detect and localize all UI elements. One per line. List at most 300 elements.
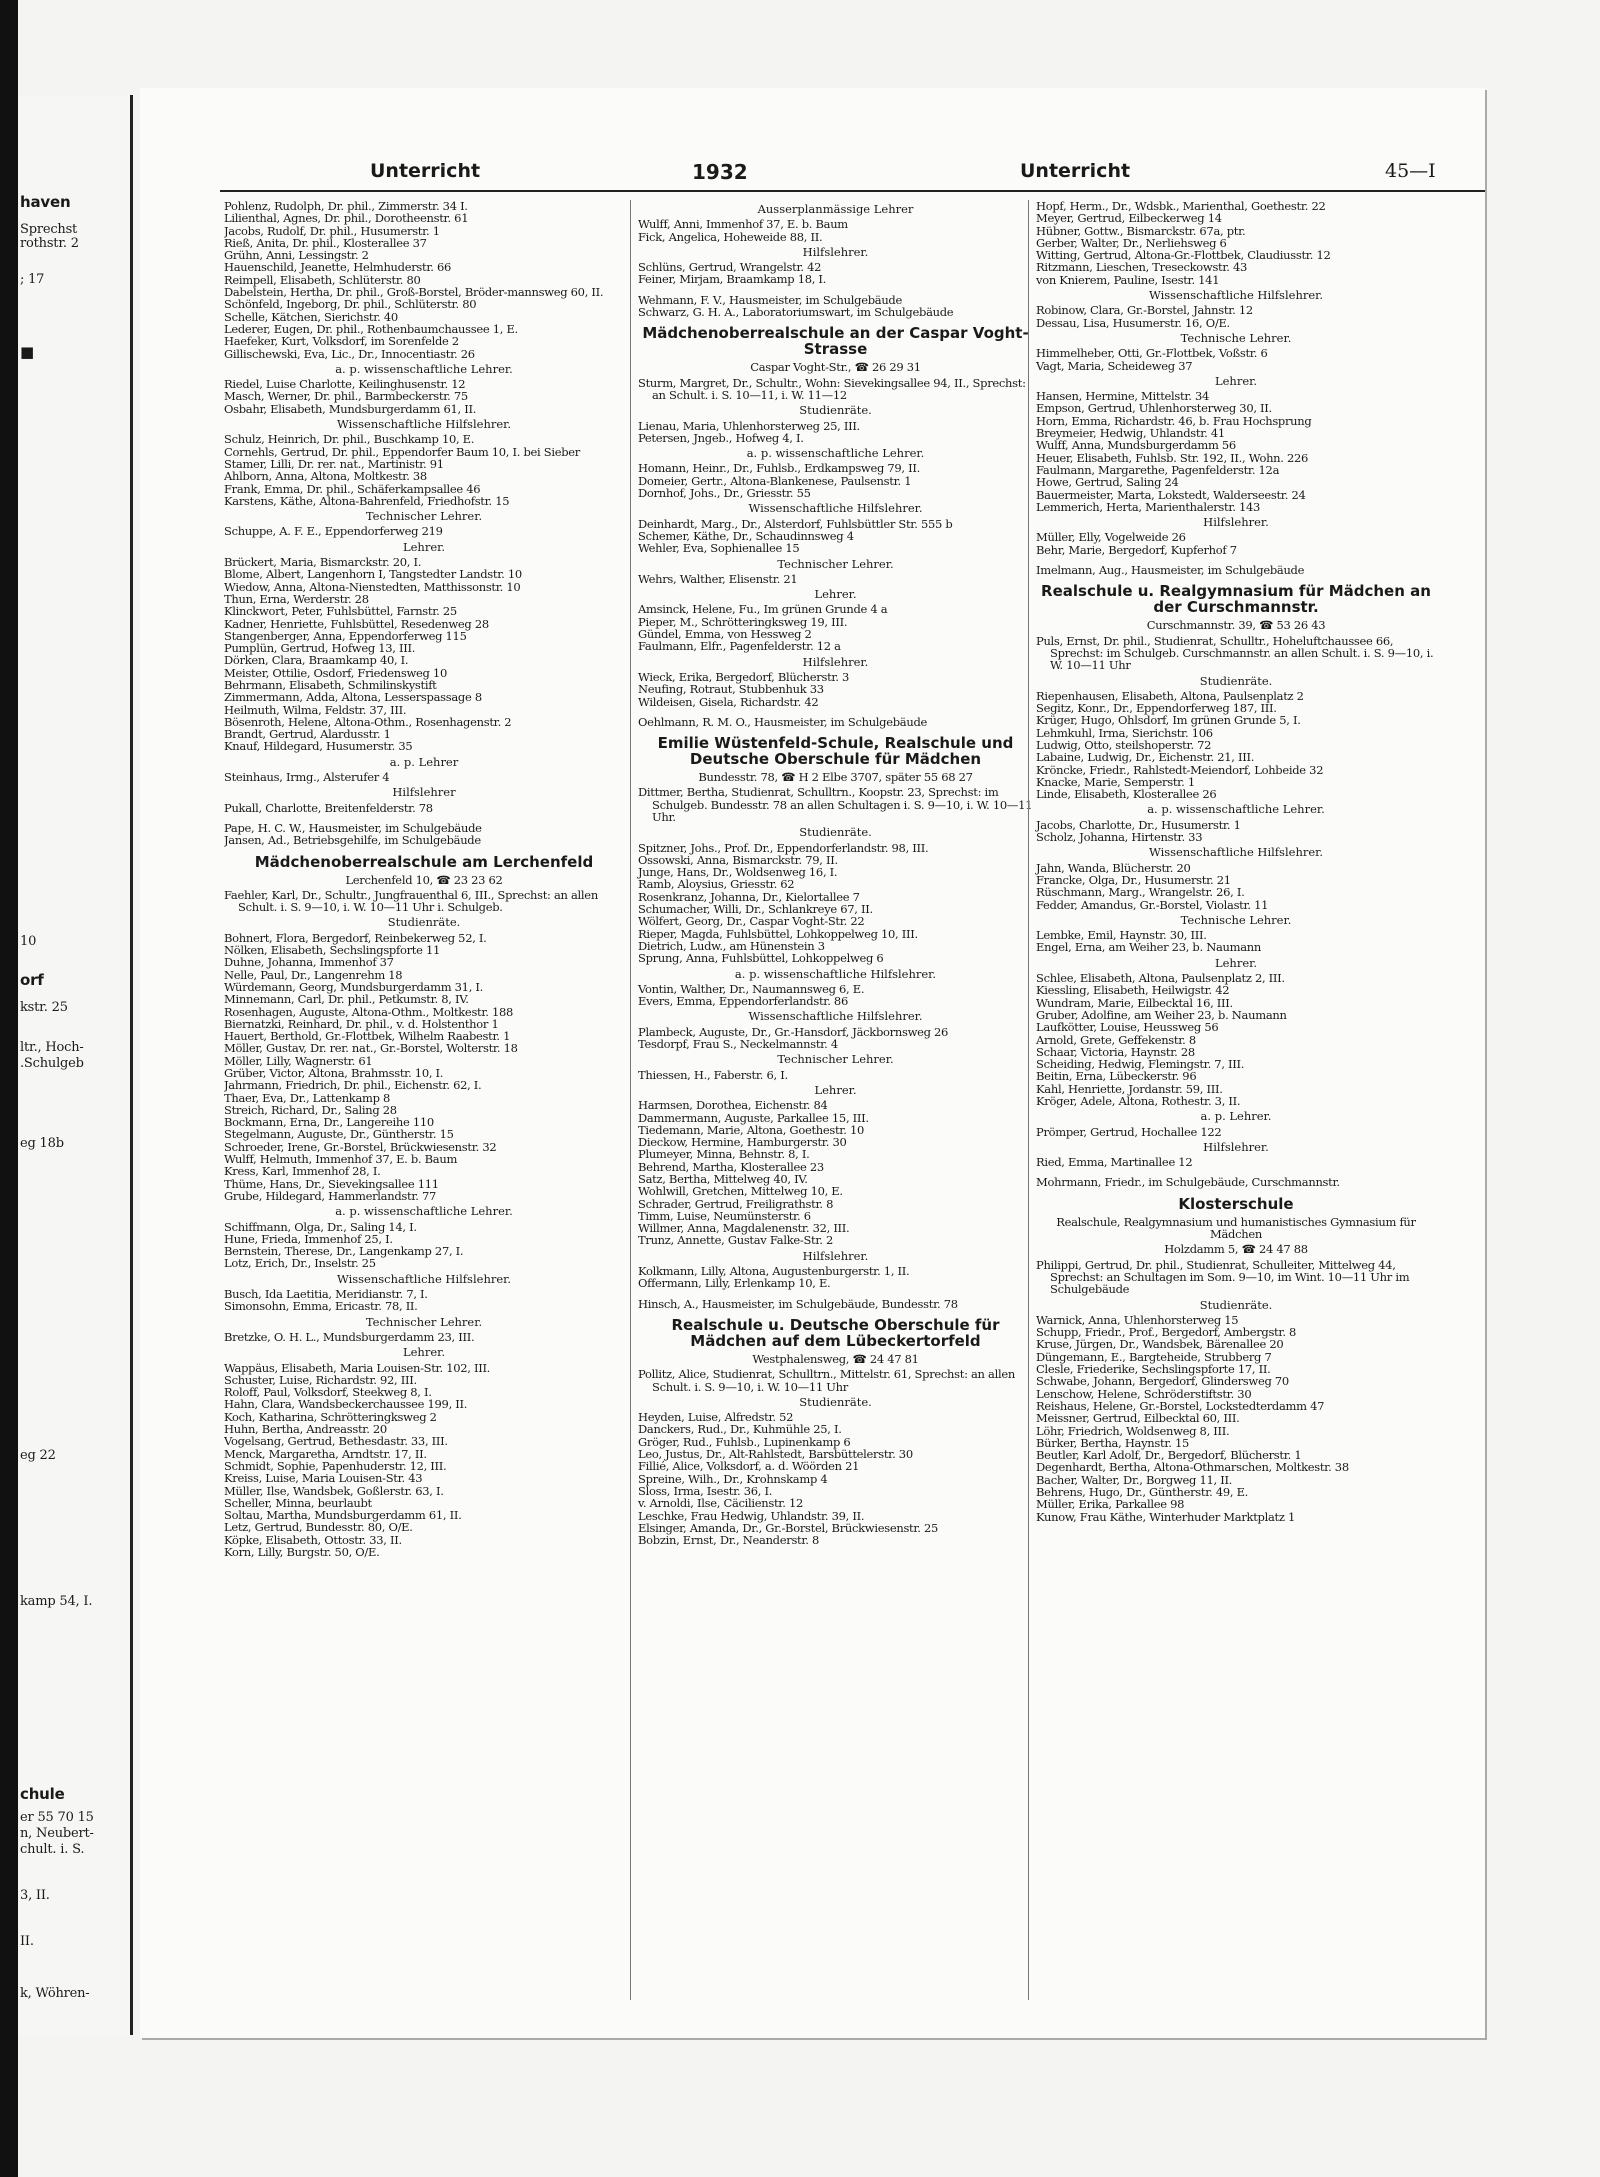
directory-entry: Tiedemann, Marie, Altona, Goethestr. 10 (638, 1122, 864, 1137)
directory-entry: Scheller, Minna, beurlaubt (224, 1495, 372, 1510)
directory-entry: Scholz, Johanna, Hirtenstr. 33 (1036, 830, 1203, 845)
directory-entry: Huhn, Bertha, Andreasstr. 20 (224, 1422, 387, 1437)
directory-entry: Thiessen, H., Faberstr. 6, I. (638, 1067, 788, 1082)
directory-entry: von Knierem, Pauline, Isestr. 141 (1036, 272, 1220, 287)
directory-entry: Degenhardt, Bertha, Altona-Othmarschen, Moltkestr. 38 (1036, 1460, 1349, 1475)
section-heading: a. p. wissenschaftliche Lehrer. (746, 446, 925, 461)
left-page-fragment: eg 22 (20, 1448, 56, 1463)
directory-entry: Gruber, Adolfine, am Weiher 23, b. Naumann (1036, 1007, 1287, 1022)
directory-entry: Gröger, Rud., Fuhlsb., Lupinenkamp 6 (638, 1434, 851, 1449)
left-page-fragment: chult. i. S. (20, 1842, 85, 1857)
directory-entry: Schwarz, G. H. A., Laboratoriumswart, im Schulgebäude (638, 305, 954, 320)
directory-entry: Lemmerich, Herta, Marienthalerstr. 143 (1036, 499, 1261, 514)
directory-entry: Scheiding, Hedwig, Flemingstr. 7, III. (1036, 1057, 1245, 1072)
directory-entry: Krüger, Hugo, Ohlsdorf, Im grünen Grunde 5, I. (1036, 713, 1301, 728)
directory-entry: Grüber, Victor, Altona, Brahmsstr. 10, I. (224, 1066, 444, 1080)
directory-entry: Möller, Lilly, Wagnerstr. 61 (224, 1053, 373, 1068)
column-3 (1028, 200, 1436, 2000)
directory-entry: Reishaus, Helene, Gr.-Borstel, Lockstedterdamm 47 (1036, 1398, 1325, 1413)
directory-entry: Beitin, Erna, Lübeckerstr. 96 (1036, 1069, 1197, 1084)
left-page-fragment: .Schulgeb (20, 1056, 84, 1071)
directory-entry: Junge, Hans, Dr., Woldsenweg 16, I. (638, 865, 838, 880)
directory-entry: Trunz, Annette, Gustav Falke-Str. 2 (638, 1233, 834, 1248)
directory-entry: Leschke, Frau Hedwig, Uhlandstr. 39, II. (638, 1508, 865, 1523)
directory-entry: Spitzner, Johs., Prof. Dr., Eppendorferlandstr. 98, III. (638, 840, 929, 855)
directory-entry: Letz, Gertrud, Bundesstr. 80, O/E. (224, 1520, 413, 1535)
directory-entry: Heilmuth, Wilma, Feldstr. 37, III. (224, 702, 407, 717)
header-right-title: Unterricht (1020, 160, 1131, 182)
directory-entry: Rosenkranz, Johanna, Dr., Kielortallee 7 (638, 889, 860, 904)
directory-entry: Schupp, Friedr., Prof., Bergedorf, Ambergstr. 8 (1036, 1325, 1297, 1340)
directory-entry: Riedel, Luise Charlotte, Keilinghusenstr. 12 (224, 377, 466, 392)
section-heading: Lehrer. (402, 1345, 446, 1360)
directory-entry: Düngemann, E., Bargteheide, Strubberg 7 (1036, 1349, 1272, 1364)
directory-entry: Sloss, Irma, Isestr. 36, I. (638, 1483, 773, 1498)
directory-entry: Vogelsang, Gertrud, Bethesdastr. 33, III. (224, 1434, 448, 1449)
directory-entry: Biernatzki, Reinhard, Dr. phil., v. d. Holstenthor 1 (224, 1016, 499, 1031)
directory-entry: v. Arnoldi, Ilse, Cäcilienstr. 12 (638, 1496, 803, 1511)
section-heading: Wissenschaftliche Hilfslehrer. (1148, 288, 1324, 303)
directory-entry: Howe, Gertrud, Saling 24 (1036, 475, 1179, 490)
directory-entry: Tesdorpf, Frau S., Neckelmannstr. 4 (638, 1037, 838, 1052)
directory-entry: Kröncke, Friedr., Rahlstedt-Meiendorf, Lohbeide 32 (1036, 762, 1324, 777)
directory-entry: Jahn, Wanda, Blücherstr. 20 (1036, 860, 1191, 875)
directory-entry: Lotz, Erich, Dr., Inselstr. 25 (224, 1256, 376, 1271)
directory-entry: Cornehls, Gertrud, Dr. phil., Eppendorfer Baum 10, I. bei Sieber (224, 444, 580, 459)
directory-entry: Rieß, Anita, Dr. phil., Klosterallee 37 (224, 235, 427, 250)
directory-entry: Thüme, Hans, Dr., Sievekingsallee 111 (224, 1176, 439, 1191)
directory-entry: Simonsohn, Emma, Ericastr. 78, II. (224, 1299, 418, 1314)
school-heading: Emilie Wüstenfeld-Schule, Realschule und Deutsche Oberschule für Mädchen (657, 734, 1014, 769)
directory-entry: Ahlborn, Anna, Altona, Moltkestr. 38 (224, 469, 427, 484)
directory-entry: Plumeyer, Minna, Behnstr. 8, I. (638, 1147, 810, 1162)
directory-entry: Meyer, Gertrud, Eilbeckerweg 14 (1036, 211, 1222, 226)
directory-entry: Müller, Ilse, Wandsbek, Goßlerstr. 63, I. (224, 1483, 444, 1498)
directory-entry: Heyden, Luise, Alfredstr. 52 (638, 1410, 794, 1425)
directory-entry: Dammermann, Auguste, Parkallee 15, III. (638, 1110, 869, 1125)
directory-entry: Knacke, Marie, Semperstr. 1 (1036, 774, 1195, 789)
directory-entry: Schönfeld, Ingeborg, Dr. phil., Schlüterstr. 80 (224, 297, 477, 312)
directory-entry: Frank, Emma, Dr. phil., Schäferkampsallee 46 (224, 481, 481, 496)
directory-entry: Bacher, Walter, Dr., Borgweg 11, II. (1036, 1472, 1233, 1487)
directory-entry: Menck, Margaretha, Arndtstr. 17, II. (224, 1446, 427, 1461)
directory-entry: Mohrmann, Friedr., im Schulgebäude, Curschmannstr. (1036, 1175, 1340, 1190)
section-heading: Technische Lehrer. (1180, 330, 1292, 345)
directory-entry: Hinsch, A., Hausmeister, im Schulgebäude, Bundesstr. 78 (638, 1296, 958, 1311)
directory-entry: Arnold, Grete, Geffekenstr. 8 (1036, 1032, 1196, 1047)
directory-entry: Sturm, Margret, Dr., Schultr., Wohn: Sievekingsallee 94, II., Sprechst: an Schult. i. S. 10—11, i. W. 11—12 (638, 375, 1026, 402)
directory-entry: Lenschow, Helene, Schröderstiftstr. 30 (1036, 1386, 1252, 1401)
directory-entry: Wehler, Eva, Sophienallee 15 (638, 541, 800, 556)
section-heading: Wissenschaftliche Hilfslehrer. (1148, 845, 1324, 860)
directory-entry: Schemer, Käthe, Dr., Schaudinnsweg 4 (638, 528, 854, 543)
directory-entry: Amsinck, Helene, Fu., Im grünen Grunde 4 a (638, 602, 888, 617)
left-page-fragment: kstr. 25 (20, 1000, 68, 1015)
directory-entry: Faulmann, Margarethe, Pagenfelderstr. 12a (1036, 462, 1280, 477)
directory-entry: Schuppe, A. F. E., Eppendorferweg 219 (224, 524, 443, 539)
directory-entry: Leo, Justus, Dr., Alt-Rahlstedt, Barsbüttelerstr. 30 (638, 1447, 913, 1462)
directory-entry: Ramb, Aloysius, Griesstr. 62 (638, 877, 795, 892)
directory-entry: Müller, Elly, Vogelweide 26 (1036, 530, 1186, 545)
directory-entry: Empson, Gertrud, Uhlenhorsterweg 30, II. (1036, 401, 1272, 416)
left-page-fragment: n, Neubert- (20, 1826, 94, 1841)
section-heading: Lehrer. (1214, 955, 1258, 970)
section-heading: Studienräte. (1199, 673, 1273, 688)
directory-entry: Ossowski, Anna, Bismarckstr. 79, II. (638, 852, 838, 867)
directory-entry: Schrader, Gertrud, Freiligrathstr. 8 (638, 1196, 834, 1211)
directory-entry: Jansen, Ad., Betriebsgehilfe, im Schulgebäude (224, 833, 481, 848)
directory-entry: Laufkötter, Louise, Heussweg 56 (1036, 1020, 1219, 1035)
directory-entry: Busch, Ida Laetitia, Meridianstr. 7, I. (224, 1287, 428, 1302)
directory-entry: Hauenschild, Jeanette, Helmhuderstr. 66 (224, 260, 452, 275)
directory-entry: Hopf, Herm., Dr., Wdsbk., Marienthal, Goethestr. 22 (1036, 200, 1326, 213)
directory-entry: Jahrmann, Friedrich, Dr. phil., Eichenstr. 62, I. (224, 1078, 482, 1093)
directory-entry: Ludwig, Otto, steilshoperstr. 72 (1036, 737, 1212, 752)
left-page-fragment: er 55 70 15 (20, 1810, 94, 1825)
directory-entry: Lienau, Maria, Uhlenhorsterweg 25, III. (638, 418, 860, 433)
section-heading: Hilfslehrer. (1203, 1139, 1269, 1154)
directory-entry: Pohlenz, Rudolph, Dr. phil., Zimmerstr. 34 I. (224, 200, 468, 213)
section-heading: Wissenschaftliche Hilfslehrer. (748, 501, 923, 516)
directory-entry: Kahl, Henriette, Jordanstr. 59, III. (1036, 1081, 1223, 1096)
directory-entry: Pumplün, Gertrud, Hofweg 13, III. (224, 641, 416, 656)
directory-entry: Schumacher, Willi, Dr., Schlankreye 67, II. (638, 902, 873, 917)
section-heading: Hilfslehrer. (802, 654, 869, 669)
directory-entry: Duhne, Johanna, Immenhof 37 (224, 955, 394, 970)
section-heading: Ausserplanmässige Lehrer (757, 202, 914, 216)
directory-entry: Himmelheber, Otti, Gr.-Flottbek, Voßstr. 6 (1036, 346, 1268, 361)
directory-entry: Kiessling, Elisabeth, Heilwigstr. 42 (1036, 983, 1230, 998)
directory-entry: Fedder, Amandus, Gr.-Borstel, Violastr. 11 (1036, 897, 1269, 912)
directory-entry: Puls, Ernst, Dr. phil., Studienrat, Schulltr., Hoheluftchaussee 66, Sprechst: im Schulgeb. Curschmannstr. an allen Schult. i. S. 9—10, i. W. 10—11 Uhr (1036, 633, 1434, 673)
directory-entry: Osbahr, Elisabeth, Mundsburgerdamm 61, II. (224, 401, 477, 416)
directory-entry: Vontin, Walther, Dr., Naumannsweg 6, E. (638, 981, 865, 996)
directory-entry: Kress, Karl, Immenhof 28, I. (224, 1164, 381, 1179)
directory-entry: Meister, Ottilie, Osdorf, Friedensweg 10 (224, 665, 447, 680)
directory-entry: Grube, Hildegard, Hammerlandstr. 77 (224, 1188, 437, 1203)
directory-entry: Behrmann, Elisabeth, Schmilinskystift (224, 677, 437, 692)
directory-entry: Löhr, Friedrich, Woldsenweg 8, III. (1036, 1423, 1230, 1438)
book-spine (0, 0, 18, 2177)
column-2 (630, 200, 1033, 2000)
directory-entry: Kreiss, Luise, Maria Louisen-Str. 43 (224, 1471, 423, 1486)
directory-entry: Möller, Gustav, Dr. rer. nat., Gr.-Borstel, Wolterstr. 18 (224, 1041, 518, 1056)
directory-entry: Nelle, Paul, Dr., Langenrehm 18 (224, 967, 403, 982)
left-page-fragment: chule (20, 1785, 65, 1803)
directory-entry: Bretzke, O. H. L., Mundsburgerdamm 23, III. (224, 1329, 475, 1344)
directory-entry: Stangenberger, Anna, Eppendorferweg 115 (224, 628, 467, 643)
school-address: Westphalensweg, ☎ 24 47 81 (752, 1351, 919, 1366)
directory-entry: Gerber, Walter, Dr., Nerliehsweg 6 (1036, 235, 1227, 250)
directory-entry: Linde, Elisabeth, Klosterallee 26 (1036, 787, 1217, 802)
directory-entry: Kadner, Henriette, Fuhlsbüttel, Resedenweg 28 (224, 616, 489, 631)
directory-entry: Kunow, Frau Käthe, Winterhuder Marktplatz 1 (1036, 1509, 1295, 1524)
directory-page (140, 88, 1485, 2038)
directory-entry: Vagt, Maria, Scheideweg 37 (1036, 358, 1193, 373)
directory-entry: Pukall, Charlotte, Breitenfelderstr. 78 (224, 800, 433, 815)
section-heading: Studienräte. (387, 915, 461, 930)
directory-entry: Kruse, Jürgen, Dr., Wandsbek, Bärenallee 20 (1036, 1337, 1284, 1352)
section-heading: Technischer Lehrer. (777, 1052, 894, 1067)
directory-entry: Domeier, Gertr., Altona-Blankenese, Paulsenstr. 1 (638, 473, 912, 488)
directory-entry: Harmsen, Dorothea, Eichenstr. 84 (638, 1098, 828, 1113)
directory-entry: Hahn, Clara, Wandsbeckerchaussee 199, II. (224, 1397, 468, 1412)
section-heading: Hilfslehrer (392, 785, 456, 800)
directory-entry: Offermann, Lilly, Erlenkamp 10, E. (638, 1276, 831, 1291)
directory-entry: Korn, Lilly, Burgstr. 50, O/E. (224, 1544, 380, 1559)
directory-entry: Hune, Frieda, Immenhof 25, I. (224, 1231, 393, 1246)
directory-entry: Feiner, Mirjam, Braamkamp 18, I. (638, 272, 827, 287)
left-page-fragment: orf (20, 971, 44, 989)
directory-entry: Schmidt, Sophie, Papenhuderstr. 12, III. (224, 1458, 447, 1473)
directory-entry: Stamer, Lilli, Dr. rer. nat., Martinistr. 91 (224, 456, 444, 471)
school-address: Curschmannstr. 39, ☎ 53 26 43 (1146, 618, 1326, 633)
directory-entry: Satz, Bertha, Mittelweg 40, IV. (638, 1172, 808, 1186)
directory-entry: Bauermeister, Marta, Lokstedt, Walderseestr. 24 (1036, 487, 1306, 502)
section-heading: Lehrer. (402, 539, 446, 554)
directory-entry: Reimpell, Elisabeth, Schlüterstr. 80 (224, 272, 421, 287)
section-heading: Technische Lehrer. (1180, 912, 1292, 927)
section-heading: a. p. Lehrer. (1200, 1109, 1272, 1124)
section-heading: Lehrer. (814, 1082, 857, 1097)
directory-entry: Gündel, Emma, von Hessweg 2 (638, 627, 812, 642)
directory-entry: Elsinger, Amanda, Dr., Gr.-Borstel, Brückwiesenstr. 25 (638, 1520, 939, 1535)
directory-entry: Lilienthal, Agnes, Dr. phil., Dorotheenstr. 61 (224, 211, 469, 226)
left-page-fragment: haven (20, 193, 71, 211)
directory-entry: Faulmann, Elfr., Pagenfelderstr. 12 a (638, 639, 841, 654)
directory-entry: Dittmer, Bertha, Studienrat, Schulltrn., Koopstr. 23, Sprechst: im Schulgeb. Bundesstr. 78 an allen Schultagen i. S. 9—10, i. W. 10—11 Uhr. (638, 785, 1033, 824)
directory-entry: Danckers, Rud., Dr., Kuhmühle 25, I. (638, 1422, 842, 1437)
directory-entry: Bösenroth, Helene, Altona-Othm., Rosenhagenstr. 2 (224, 714, 512, 729)
directory-entry: Bernstein, Therese, Dr., Langenkamp 27, I. (224, 1244, 464, 1259)
directory-entry: Dornhof, Johs., Dr., Griesstr. 55 (638, 486, 811, 501)
directory-entry: Roloff, Paul, Volksdorf, Steekweg 8, I. (224, 1385, 432, 1400)
directory-entry: Labaine, Ludwig, Dr., Eichenstr. 21, III. (1036, 750, 1255, 765)
left-page-fragment: eg 18b (20, 1136, 64, 1151)
directory-entry: Schroeder, Irene, Gr.-Borstel, Brückwiesenstr. 32 (224, 1139, 497, 1154)
directory-entry: Segitz, Konr., Dr., Eppendorferweg 187, III. (1036, 701, 1277, 716)
directory-entry: Behrend, Martha, Klosterallee 23 (638, 1159, 824, 1174)
directory-entry: Dieckow, Hermine, Hamburgerstr. 30 (638, 1135, 847, 1150)
directory-entry: Timm, Luise, Neumünsterstr. 6 (638, 1208, 811, 1223)
directory-entry: Schulz, Heinrich, Dr. phil., Buschkamp 10, E. (224, 432, 475, 447)
school-address: Realschule, Realgymnasium und humanistisches Gymnasium für Mädchen (1056, 1214, 1416, 1242)
directory-entry: Würdemann, Georg, Mundsburgerdamm 31, I. (224, 979, 484, 994)
directory-entry: Jacobs, Rudolf, Dr. phil., Husumerstr. 1 (224, 223, 440, 238)
directory-entry: Masch, Werner, Dr. phil., Barmbeckerstr. 75 (224, 389, 468, 404)
directory-entry: Gillischewski, Eva, Lic., Dr., Innocentiastr. 26 (224, 346, 475, 361)
directory-entry: Fick, Angelica, Hoheweide 88, II. (638, 229, 823, 244)
section-heading: Wissenschaftliche Hilfslehrer. (336, 417, 512, 432)
directory-entry: Neufing, Rotraut, Stubbenhuk 33 (638, 682, 824, 697)
directory-entry: Kolkmann, Lilly, Altona, Augustenburgerstr. 1, II. (638, 1264, 910, 1279)
directory-entry: Homann, Heinr., Dr., Fuhlsb., Erdkampsweg 79, II. (638, 461, 920, 476)
directory-entry: Dabelstein, Hertha, Dr. phil., Groß-Borstel, Bröder-mannsweg 60, II. (224, 285, 604, 300)
directory-entry: Blome, Albert, Langenhorn I, Tangstedter Landstr. 10 (224, 567, 522, 582)
directory-entry: Hauert, Berthold, Gr.-Flottbek, Wilhelm Raabestr. 1 (224, 1029, 511, 1044)
directory-entry: Soltau, Martha, Mundsburgerdamm 61, II. (224, 1508, 462, 1523)
directory-entry: Dörken, Clara, Braamkamp 40, I. (224, 653, 409, 668)
left-page-fragment: 10 (20, 934, 37, 949)
directory-entry: Wildeisen, Gisela, Richardstr. 42 (638, 694, 819, 709)
directory-entry: Klinckwort, Peter, Fuhlsbüttel, Farnstr. 25 (224, 604, 457, 619)
directory-entry: Schaar, Victoria, Haynstr. 28 (1036, 1044, 1195, 1059)
directory-entry: Fillié, Alice, Volksdorf, a. d. Wöörden 21 (638, 1459, 860, 1474)
directory-entry: Witting, Gertrud, Altona-Gr.-Flottbek, Claudiusstr. 12 (1036, 248, 1331, 263)
directory-entry: Bockmann, Erna, Dr., Langereihe 110 (224, 1115, 434, 1130)
directory-entry: Petersen, Jngeb., Hofweg 4, I. (638, 430, 804, 445)
directory-entry: Bohnert, Flora, Bergedorf, Reinbekerweg 52, I. (224, 930, 487, 945)
directory-entry: Behrens, Hugo, Dr., Güntherstr. 49, E. (1036, 1485, 1249, 1500)
left-page-fragment: ltr., Hoch- (20, 1040, 84, 1055)
directory-entry: Grühn, Anni, Lessingstr. 2 (224, 248, 369, 263)
directory-entry: Wölfert, Georg, Dr., Caspar Voght-Str. 22 (638, 914, 865, 929)
school-address: Caspar Voght-Str., ☎ 26 29 31 (750, 360, 921, 375)
directory-entry: Robinow, Clara, Gr.-Borstel, Jahnstr. 12 (1036, 303, 1253, 318)
column-1 (224, 200, 624, 2000)
directory-entry: Bürker, Bertha, Haynstr. 15 (1036, 1435, 1190, 1450)
left-page-fragment: kamp 54, I. (20, 1594, 93, 1609)
directory-entry: Beutler, Karl Adolf, Dr., Bergedorf, Blücherstr. 1 (1036, 1448, 1302, 1463)
directory-entry: Spreine, Wilh., Dr., Krohnskamp 4 (638, 1471, 828, 1486)
section-heading: a. p. wissenschaftliche Lehrer. (335, 1204, 513, 1219)
directory-entry: Wundram, Marie, Eilbecktal 16, III. (1036, 995, 1233, 1010)
directory-entry: Wieck, Erika, Bergedorf, Blücherstr. 3 (638, 669, 850, 684)
header-left-title: Unterricht (370, 160, 481, 182)
directory-entry: Dessau, Lisa, Husumerstr. 16, O/E. (1036, 315, 1230, 330)
directory-entry: Deinhardt, Marg., Dr., Alsterdorf, Fuhlsbüttler Str. 555 b (638, 516, 953, 531)
directory-entry: Kröger, Adele, Altona, Rothestr. 3, II. (1036, 1094, 1241, 1108)
directory-entry: Schlee, Elisabeth, Altona, Paulsenplatz 2, III. (1036, 971, 1285, 986)
directory-entry: Thaer, Eva, Dr., Lattenkamp 8 (224, 1090, 391, 1105)
directory-entry: Ried, Emma, Martinallee 12 (1036, 1155, 1193, 1170)
directory-entry: Heuer, Elisabeth, Fuhlsb. Str. 192, II., Wohn. 226 (1036, 450, 1309, 465)
section-heading: a. p. wissenschaftliche Lehrer. (1147, 802, 1325, 817)
left-page-fragment: II. (20, 1934, 34, 1949)
directory-entry: Sprung, Anna, Fuhlsbüttel, Lohkoppelweg 6 (638, 951, 884, 966)
directory-entry: Zimmermann, Adda, Altona, Lesserspassage 8 (224, 690, 482, 705)
directory-entry: Faehler, Karl, Dr., Schultr., Jungfrauenthal 6, III., Sprechst: an allen Schult. i. S. 9—10, i. W. 10—11 Uhr i. Schulgeb. (224, 887, 598, 915)
school-heading: Realschule u. Deutsche Oberschule für Mädchen auf dem Lübeckertorfeld (671, 1315, 1000, 1350)
directory-entry: Wehmann, F. V., Hausmeister, im Schulgebäude (638, 292, 903, 307)
directory-entry: Imelmann, Aug., Hausmeister, im Schulgebäude (1036, 563, 1305, 578)
school-heading: Klosterschule (1178, 1194, 1294, 1213)
directory-entry: Brückert, Maria, Bismarckstr. 20, I. (224, 555, 422, 570)
directory-entry: Dietrich, Ludw., am Hünenstein 3 (638, 938, 825, 953)
section-heading: Technischer Lehrer. (365, 1314, 483, 1329)
directory-entry: Prömper, Gertrud, Hochallee 122 (1036, 1124, 1222, 1139)
directory-entry: Nölken, Elisabeth, Sechslingspforte 11 (224, 943, 440, 958)
directory-entry: Wulff, Helmuth, Immenhof 37, E. b. Baum (224, 1152, 458, 1167)
section-heading: Technischer Lehrer. (777, 556, 894, 571)
left-page-edge (18, 95, 133, 2035)
section-heading: a. p. wissenschaftliche Hilfslehrer. (734, 966, 937, 981)
left-page-fragment: rothstr. 2 (20, 236, 79, 251)
section-heading: Hilfslehrer. (802, 1248, 869, 1263)
directory-entry: Ritzmann, Lieschen, Treseckowstr. 43 (1036, 260, 1248, 275)
directory-entry: Wulff, Anna, Mundsburgerdamm 56 (1036, 438, 1236, 453)
section-heading: Wissenschaftliche Hilfslehrer. (336, 1271, 512, 1286)
directory-entry: Schlüns, Gertrud, Wrangelstr. 42 (638, 260, 822, 275)
directory-entry: Knauf, Hildegard, Husumerstr. 35 (224, 739, 413, 754)
left-page-fragment: Sprechst (20, 222, 78, 237)
directory-entry: Philippi, Gertrud, Dr. phil., Studienrat, Schulleiter, Mittelweg 44, Sprechst: an Schultagen im Som. 9—10, im Wint. 10—11 Uhr im Schulgebäude (1036, 1257, 1410, 1297)
directory-entry: Wehrs, Walther, Elisenstr. 21 (638, 571, 798, 586)
directory-entry: Steinhaus, Irmg., Alsterufer 4 (224, 770, 390, 785)
section-heading: Hilfslehrer. (1203, 515, 1269, 530)
left-page-fragment: ; 17 (20, 272, 45, 287)
directory-entry: Minnemann, Carl, Dr. phil., Petkumstr. 8, IV. (224, 992, 469, 1007)
directory-entry: Schwabe, Johann, Bergedorf, Glindersweg 70 (1036, 1374, 1289, 1389)
directory-entry: Schuster, Luise, Richardstr. 92, III. (224, 1372, 417, 1387)
directory-entry: Lembke, Emil, Haynstr. 30, III. (1036, 928, 1207, 943)
directory-entry: Schiffmann, Olga, Dr., Saling 14, I. (224, 1219, 417, 1234)
section-heading: Technischer Lehrer. (365, 509, 483, 524)
section-heading: Studienräte. (1199, 1297, 1273, 1312)
directory-entry: Warnick, Anna, Uhlenhorsterweg 15 (1036, 1312, 1239, 1327)
directory-entry: Lehmkuhl, Irma, Sierichstr. 106 (1036, 725, 1213, 740)
school-address: Holzdamm 5, ☎ 24 47 88 (1164, 1242, 1308, 1257)
directory-entry: Köpke, Elisabeth, Ottostr. 33, II. (224, 1532, 402, 1547)
directory-entry: Breymeier, Hedwig, Uhlandstr. 41 (1036, 426, 1225, 441)
directory-entry: Brandt, Gertrud, Alardusstr. 1 (224, 727, 391, 742)
directory-entry: Pape, H. C. W., Hausmeister, im Schulgebäude (224, 820, 482, 835)
directory-entry: Pieper, M., Schrötteringksweg 19, III. (638, 614, 848, 629)
directory-entry: Meissner, Gertrud, Eilbecktal 60, III. (1036, 1411, 1240, 1426)
school-address: Lerchenfeld 10, ☎ 23 23 62 (345, 872, 503, 887)
section-heading: a. p. wissenschaftliche Lehrer. (335, 361, 513, 376)
directory-entry: Lederer, Eugen, Dr. phil., Rothenbaumchaussee 1, E. (224, 321, 518, 336)
directory-entry: Haefeker, Kurt, Volksdorf, im Sorenfelde 2 (224, 334, 459, 349)
school-address: Bundesstr. 78, ☎ H 2 Elbe 3707, später 55 68 27 (698, 770, 973, 785)
directory-entry: Clesle, Friederike, Sechslingspforte 17, II. (1036, 1362, 1271, 1377)
directory-entry: Wiedow, Anna, Altona-Nienstedten, Matthissonstr. 10 (224, 579, 521, 594)
directory-entry: Karstens, Käthe, Altona-Bahrenfeld, Friedhofstr. 15 (224, 493, 510, 508)
left-page-fragment: 3, II. (20, 1888, 50, 1903)
directory-entry: Müller, Erika, Parkallee 98 (1036, 1497, 1185, 1512)
directory-entry: Evers, Emma, Eppendorferlandstr. 86 (638, 994, 848, 1009)
page-header (220, 158, 1485, 192)
directory-entry: Jacobs, Charlotte, Dr., Husumerstr. 1 (1036, 817, 1241, 832)
directory-entry: Horn, Emma, Richardstr. 46, b. Frau Hochsprung (1036, 413, 1312, 428)
directory-entry: Schelle, Kätchen, Sierichstr. 40 (224, 309, 398, 324)
section-heading: Studienräte. (799, 825, 872, 840)
directory-entry: Streich, Richard, Dr., Saling 28 (224, 1102, 397, 1117)
directory-entry: Engel, Erna, am Weiher 23, b. Naumann (1036, 940, 1261, 955)
section-heading: Wissenschaftliche Hilfslehrer. (748, 1009, 923, 1024)
directory-entry: Oehlmann, R. M. O., Hausmeister, im Schulgebäude (638, 714, 928, 729)
directory-entry: Rieper, Magda, Fuhlsbüttel, Lohkoppelweg 10, III. (638, 926, 918, 941)
directory-entry: Wulff, Anni, Immenhof 37, E. b. Baum (638, 217, 848, 232)
directory-entry: Bobzin, Ernst, Dr., Neanderstr. 8 (638, 1533, 820, 1548)
directory-entry: Riepenhausen, Elisabeth, Altona, Paulsenplatz 2 (1036, 688, 1304, 703)
section-heading: Studienräte. (799, 403, 872, 418)
header-page-number: 45—I (1385, 160, 1436, 182)
directory-entry: Thun, Erna, Werderstr. 28 (224, 591, 369, 606)
section-heading: Studienräte. (799, 1394, 872, 1409)
directory-entry: Koch, Katharina, Schrötteringksweg 2 (224, 1409, 437, 1424)
school-heading: Mädchenoberrealschule am Lerchenfeld (254, 852, 594, 871)
header-year: 1932 (692, 160, 748, 184)
section-heading: Hilfslehrer. (802, 244, 869, 259)
directory-entry: Stegelmann, Auguste, Dr., Güntherstr. 15 (224, 1127, 454, 1142)
school-heading: Realschule u. Realgymnasium für Mädchen an der Curschmannstr. (1041, 582, 1431, 617)
directory-entry: Pollitz, Alice, Studienrat, Schulltrn., Mittelstr. 61, Sprechst: an allen Schult. i. S. 9—10, i. W. 10—11 Uhr (638, 1367, 1015, 1394)
directory-entry: Behr, Marie, Bergedorf, Kupferhof 7 (1036, 542, 1237, 557)
left-page-fragment: ■ (20, 343, 34, 361)
directory-entry: Hansen, Hermine, Mittelstr. 34 (1036, 389, 1210, 404)
directory-entry: Wappäus, Elisabeth, Maria Louisen-Str. 102, III. (224, 1360, 491, 1375)
